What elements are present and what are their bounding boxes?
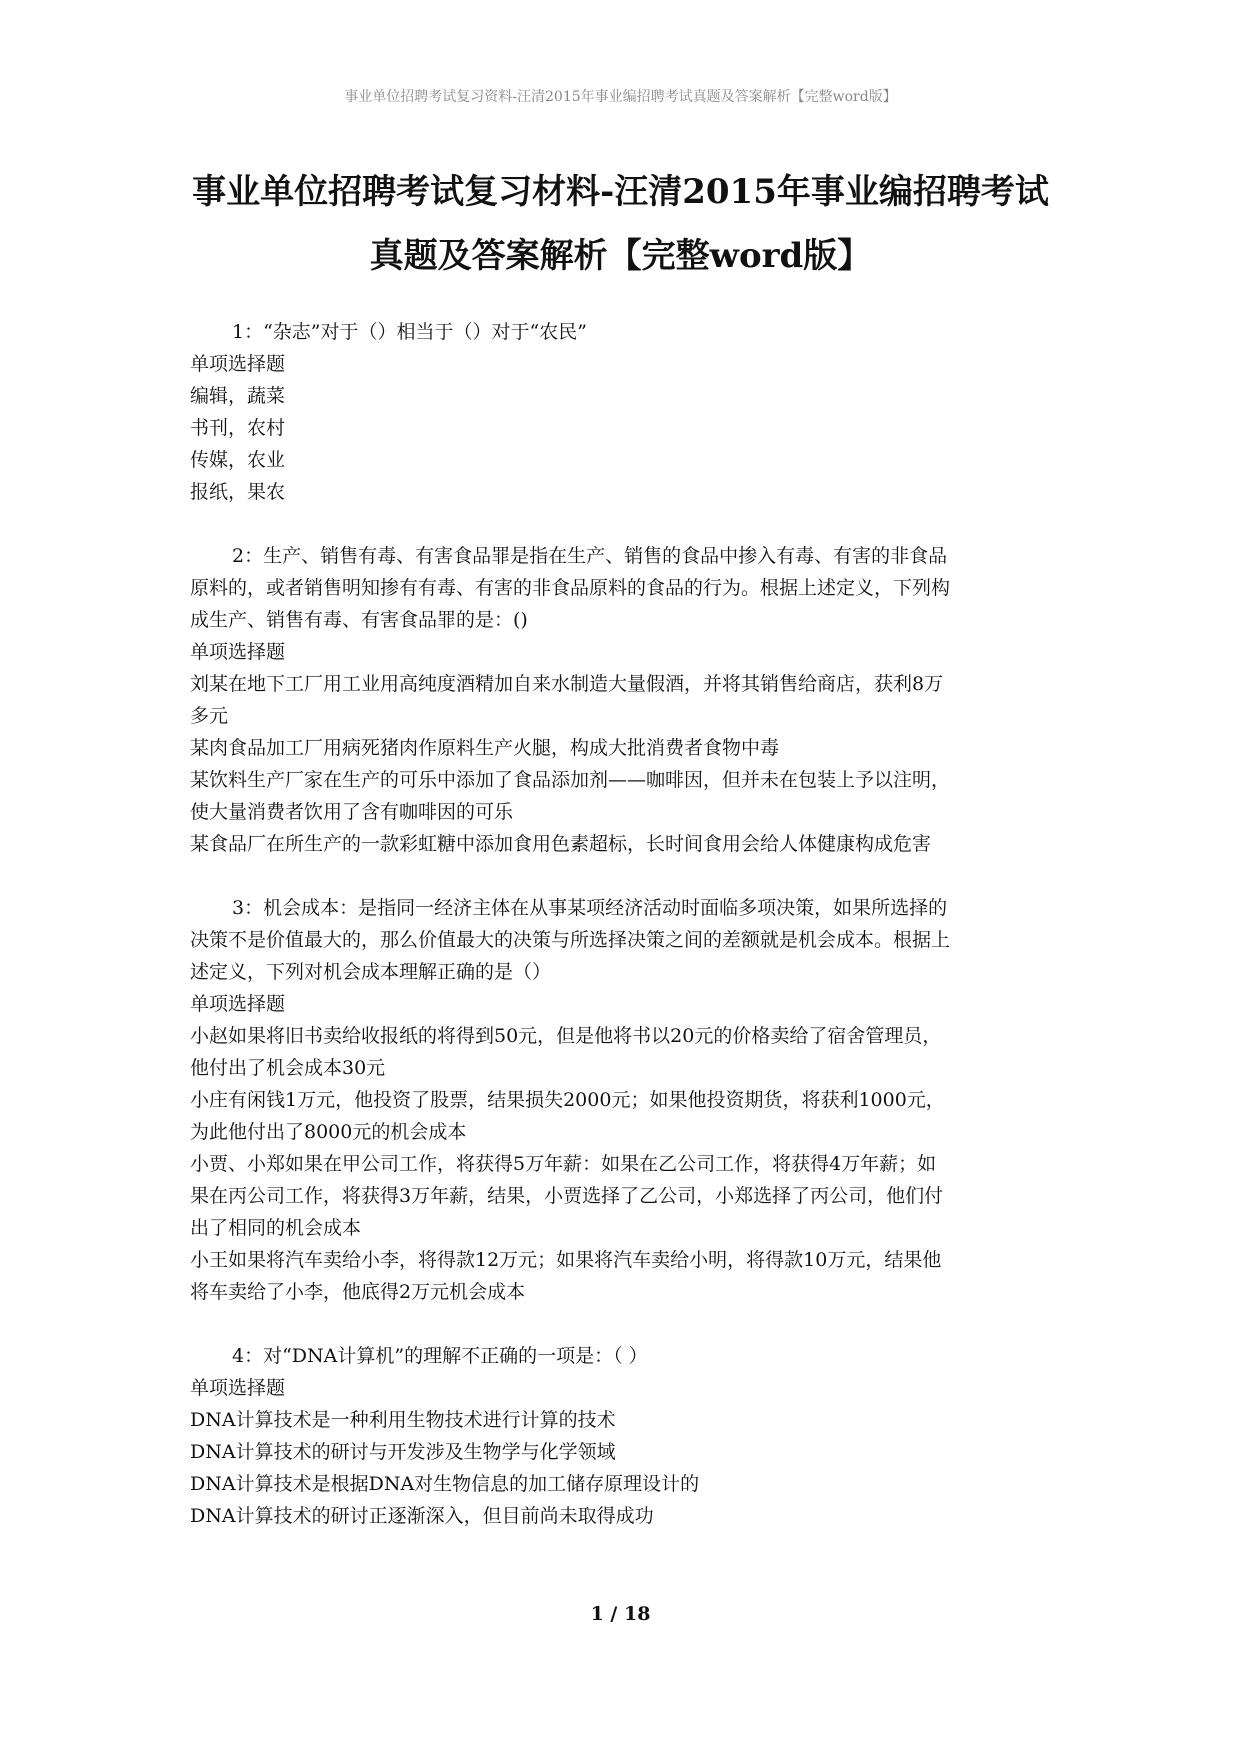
option-line: DNA计算技术的研讨正逐渐深入，但目前尚未取得成功 [190,1505,654,1527]
question-type: 单项选择题 [190,641,286,663]
option-line: 出了相同的机会成本 [190,1217,362,1239]
questions-list [190,316,1050,1564]
title-line-2: 真题及答案解析【完整word版】 [369,236,872,276]
option-line: 刘某在地下工厂用工业用高纯度酒精加自来水制造大量假酒，并将其销售给商店，获利8万 [190,673,944,695]
option-line: 书刊，农村 [190,417,286,439]
option-line: 编辑，蔬菜 [190,385,286,407]
question-type: 单项选择题 [190,993,286,1015]
document-title [110,160,1131,288]
question-2 [190,540,1050,860]
question-stem [190,1340,1050,1372]
option-line: 将车卖给了小李，他底得2万元机会成本 [190,1281,526,1303]
option-line: 传媒，农业 [190,449,286,471]
title-line-1: 事业单位招聘考试复习材料-汪清2015年事业编招聘考试 [192,172,1049,212]
stem-line: 3：机会成本：是指同一经济主体在从事某项经济活动时面临多项决策，如果所选择的 [232,897,948,919]
question-stem [190,892,1050,924]
running-header: 事业单位招聘考试复习资料-汪清2015年事业编招聘考试真题及答案解析【完整word版】 [344,89,897,105]
option-line: DNA计算技术是根据DNA对生物信息的加工储存原理设计的 [190,1473,700,1495]
question-1 [190,316,1050,508]
option-line: 某肉食品加工厂用病死猪肉作原料生产火腿，构成大批消费者食物中毒 [190,737,780,759]
stem-line: 成生产、销售有毒、有害食品罪的是：() [190,609,528,631]
question-stem [190,540,1050,572]
option-line: 小贾、小郑如果在甲公司工作，将获得5万年薪：如果在乙公司工作，将获得4万年薪；如 [190,1153,937,1175]
stem-line: 述定义，下列对机会成本理解正确的是（） [190,961,552,983]
option-line: 报纸，果农 [190,481,286,503]
option-line: 某食品厂在所生产的一款彩虹糖中添加食用色素超标，长时间食用会给人体健康构成危害 [190,833,932,855]
page-number: 1 / 18 [590,1603,651,1625]
option-line: DNA计算技术的研讨与开发涉及生物学与化学领域 [190,1441,616,1463]
stem-line: 2：生产、销售有毒、有害食品罪是指在生产、销售的食品中掺入有毒、有害的非食品 [232,545,948,567]
stem-line: 原料的，或者销售明知掺有有毒、有害的非食品原料的食品的行为。根据上述定义，下列构 [190,577,951,599]
option-line: 某饮料生产厂家在生产的可乐中添加了食品添加剂——咖啡因，但并未在包装上予以注明， [190,769,951,791]
option-line: 多元 [190,705,229,727]
question-3 [190,892,1050,1308]
stem-line: 4：对“DNA计算机”的理解不正确的一项是：（ ） [232,1345,648,1367]
option-line: 小庄有闲钱1万元，他投资了股票，结果损失2000元；如果他投资期货，将获利1000元， [190,1089,945,1111]
question-stem [190,316,1050,348]
option-line: 为此他付出了8000元的机会成本 [190,1121,467,1143]
option-line: 果在丙公司工作，将获得3万年薪，结果，小贾选择了乙公司，小郑选择了丙公司，他们付 [190,1185,944,1207]
option-line: 使大量消费者饮用了含有咖啡因的可乐 [190,801,514,823]
option-line: DNA计算技术是一种利用生物技术进行计算的技术 [190,1409,616,1431]
stem-line: 决策不是价值最大的，那么价值最大的决策与所选择决策之间的差额就是机会成本。根据上 [190,929,951,951]
option-line: 小王如果将汽车卖给小李，将得款12万元；如果将汽车卖给小明，将得款10万元，结果他 [190,1249,942,1271]
question-type: 单项选择题 [190,353,286,375]
question-4 [190,1340,1050,1532]
question-type: 单项选择题 [190,1377,286,1399]
option-line: 小赵如果将旧书卖给收报纸的将得到50元，但是他将书以20元的价格卖给了宿舍管理员， [190,1025,942,1047]
stem-line: 1：“杂志”对于（）相当于（）对于“农民” [232,321,587,343]
option-line: 他付出了机会成本30元 [190,1057,386,1079]
